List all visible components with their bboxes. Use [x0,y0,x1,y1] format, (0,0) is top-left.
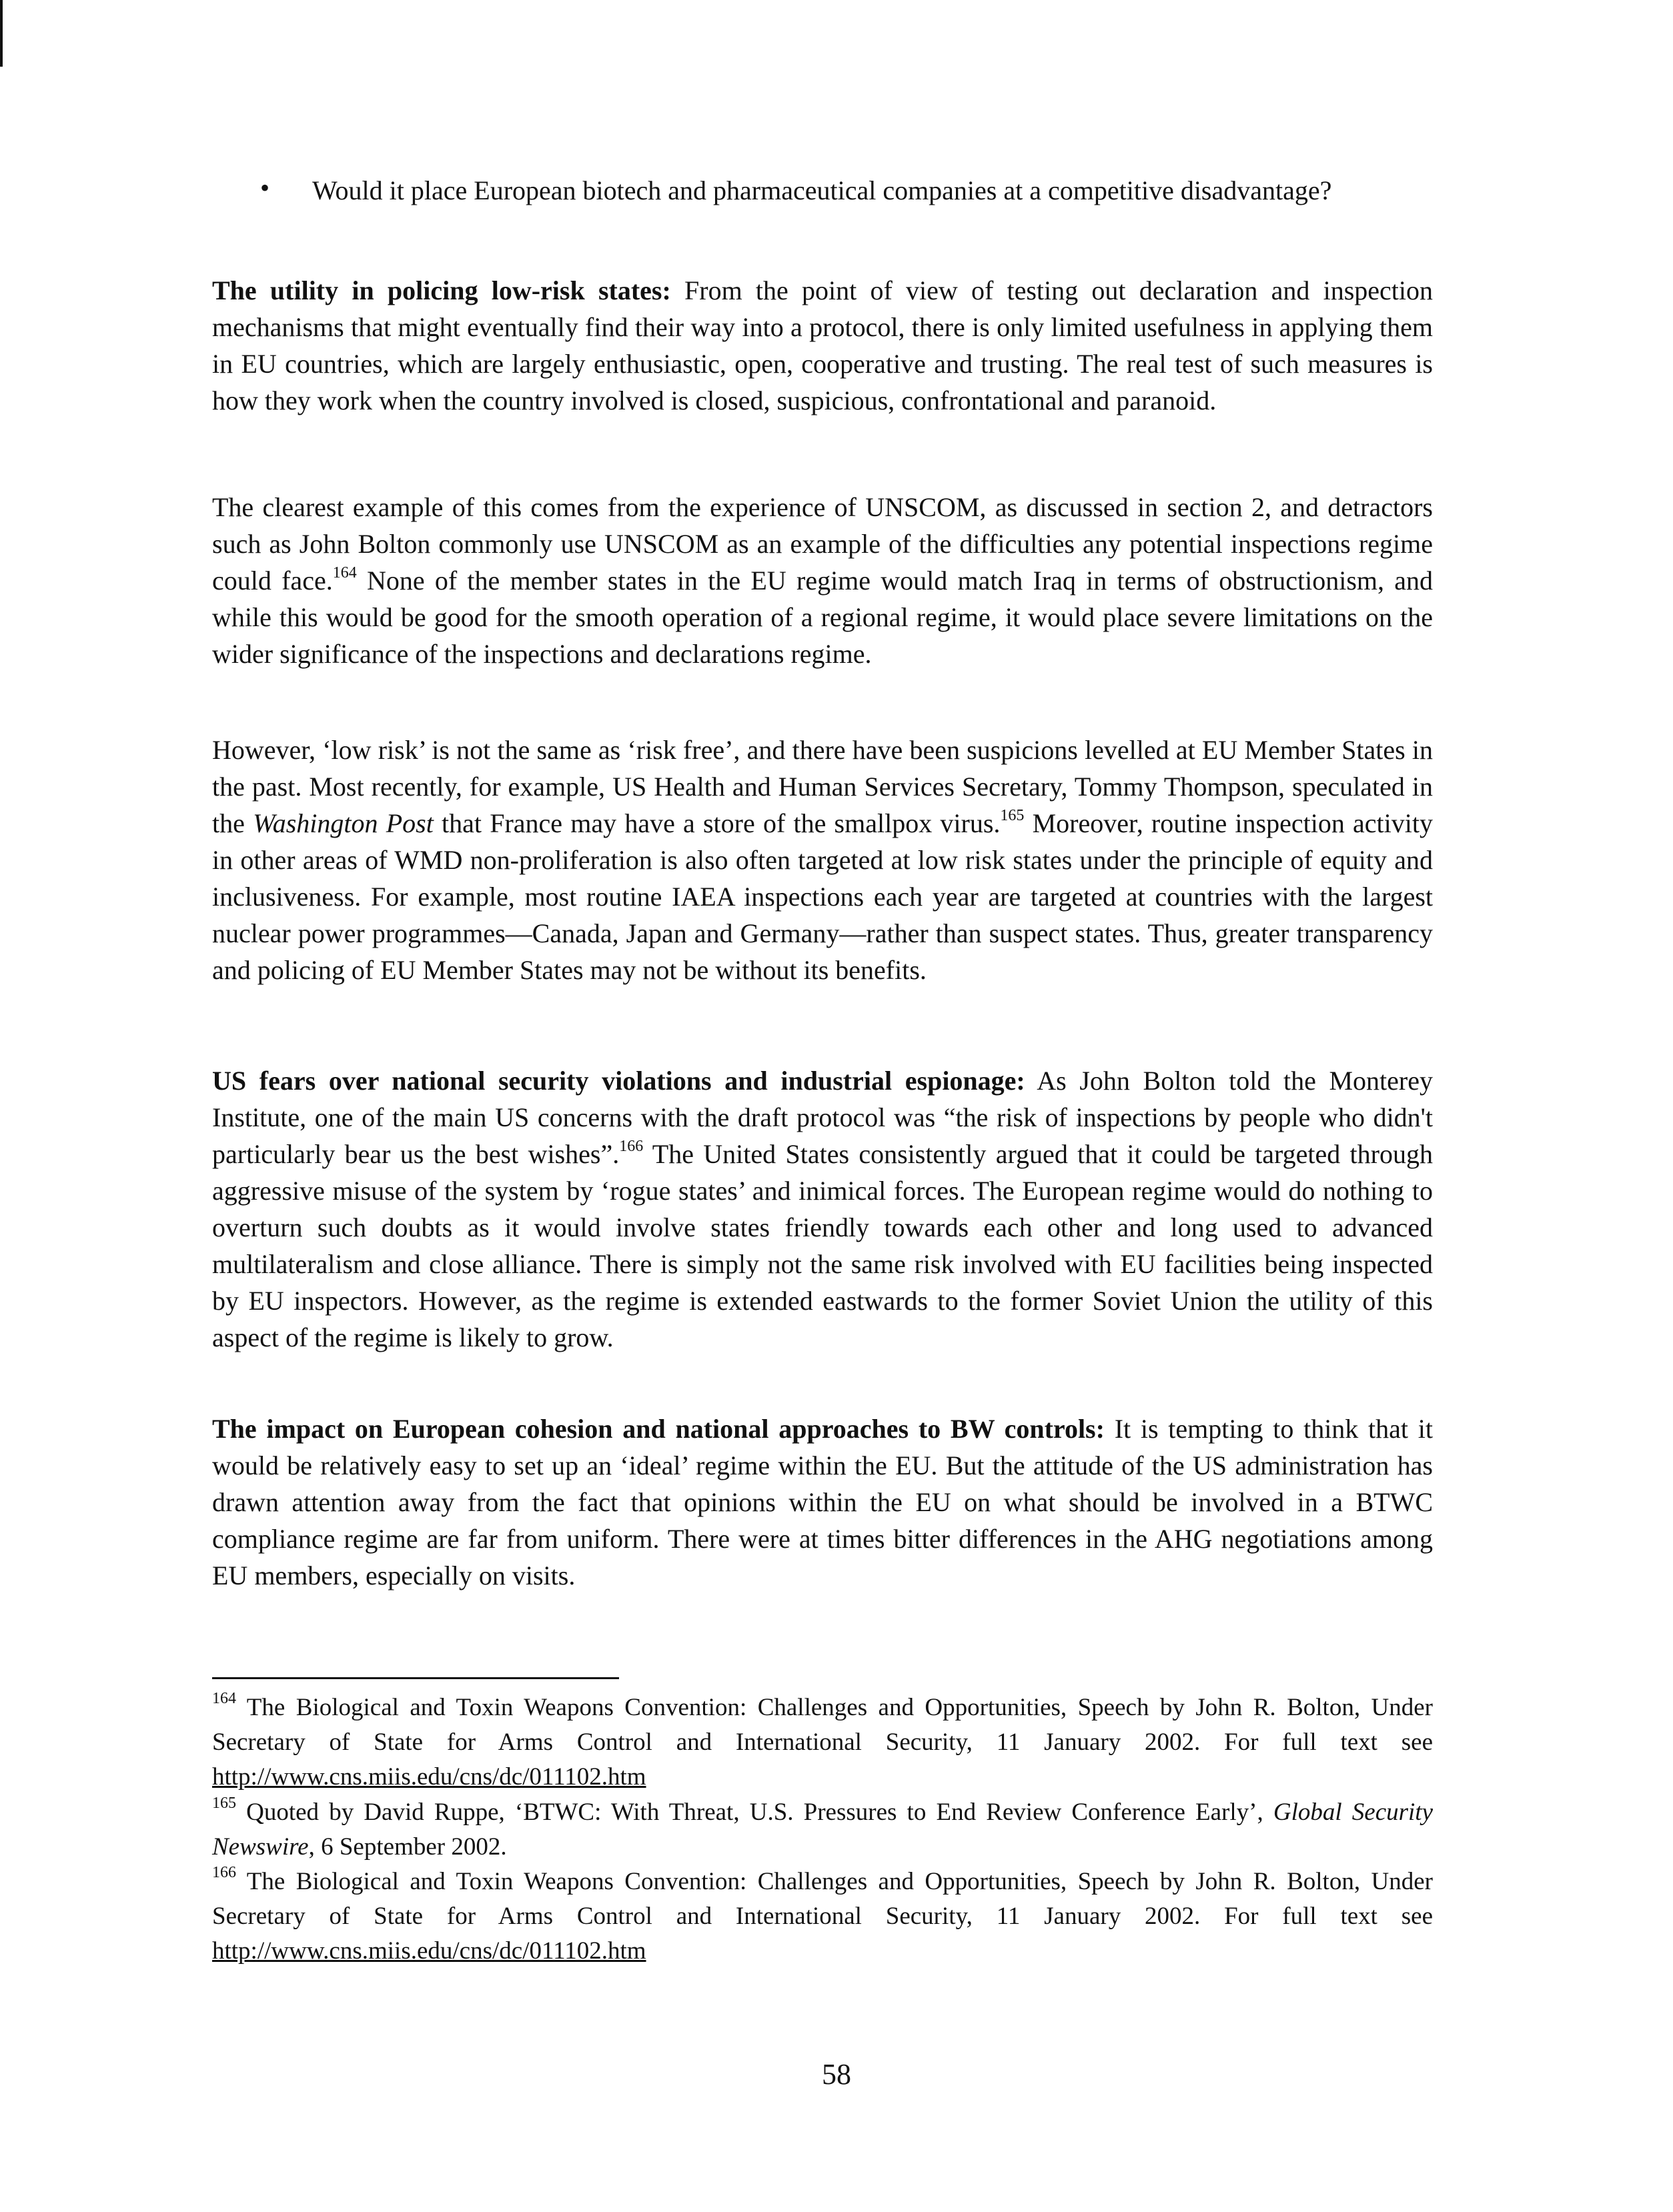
footnote-number: 164 [212,1690,236,1707]
paragraph-text: The clearest example of this comes from the experience of UNSCOM, as discussed in section 2, and detractors such as John Bolton commonly use UNSCOM as an example of the difficulties any potential inspections regime could face. [212,492,1433,596]
paragraph-text: None of the member states in the EU regime would match Iraq in terms of obstructionism, and while this would be good for the smooth operation of a regional regime, it would place severe limitations on the wider significance of the inspections and declarations regime. [212,566,1434,669]
footnote-166 [212,1865,1433,1969]
paragraph-text: that France may have a store of the smallpox virus. [433,808,1001,838]
footnote-text: The Biological and Toxin Weapons Convention: Challenges and Opportunities, Speech by John R. Bolton, Under Secretary of State for Arms Control and International Security, 11 January 2002. For full text see [212,1868,1433,1930]
paragraph-unscom [212,489,1433,672]
paragraph-heading: The impact on European cohesion and national approaches to BW controls: [212,1414,1105,1444]
publication-title: Washington Post [253,808,434,838]
scan-edge-mark [0,0,3,67]
footnote-number: 166 [212,1864,236,1881]
page-number: 58 [822,2058,851,2091]
footnote-link[interactable]: http://www.cns.miis.edu/cns/dc/011102.htm [212,1763,646,1791]
bullet-icon: • [260,173,270,203]
bullet-item: Would it place European biotech and pharmaceutical companies at a competitive disadvantage? [312,175,1332,205]
publication-title: Global Security Newswire [212,1799,1434,1861]
footnote-164 [212,1691,1433,1795]
footnote-ref: 166 [619,1138,644,1155]
paragraph-heading: The utility in policing low-risk states: [212,275,671,305]
footnote-number: 165 [212,1795,236,1812]
paragraph-text: The United States consistently argued that it could be targeted through aggressive misuse of the system by ‘rogue states’ and inimical forces. The European regime would do nothing to overturn such doubts as it would involve states friendly towards each other and long used to advanced multilateralism and close alliance. There is simply not the same risk involved with EU facilities being inspected by EU inspectors. However, as the regime is extended eastwards to the former Soviet Union the utility of this aspect of the regime is likely to grow. [212,1139,1433,1352]
paragraph-text: However, ‘low risk’ is not the same as ‘risk free’, and there have been suspicions levelled at EU Member States in the past. Most recently, for example, US Health and Human Services Secretary, Tommy Thompson, speculated in the [212,735,1433,838]
paragraph-low-risk [212,732,1433,988]
footnote-divider [212,1677,619,1679]
paragraph-european-cohesion [212,1410,1433,1594]
paragraph-text: As John Bolton told the Monterey Institute, one of the main US concerns with the draft protocol was “the risk of inspections by people who didn't particularly bear us the best wishes”. [212,1066,1433,1169]
paragraph-us-fears [212,1062,1433,1356]
paragraph-text: Moreover, routine inspection activity in other areas of WMD non-proliferation is also often targeted at low risk states under the principle of equity and inclusiveness. For example, most routine IAEA inspections each year are targeted at countries with the largest nuclear power programmes—Canada, Japan and Germany—rather than suspect states. Thus, greater transparency and policing of EU Member States may not be without its benefits. [212,808,1433,985]
paragraph-body: From the point of view of testing out declaration and inspection mechanisms that might eventually find their way into a protocol, there is only limited usefulness in applying them in EU countries, which are largely enthusiastic, open, cooperative and trusting. The real test of such measures is how they work when the country involved is closed, suspicious, confrontational and paranoid. [212,275,1433,415]
paragraph-heading: US fears over national security violations and industrial espionage: [212,1066,1025,1096]
paragraph-body: It is tempting to think that it would be relatively easy to set up an ‘ideal’ regime within the EU. But the attitude of the US administration has drawn attention away from the fact that opinions within the EU on what should be involved in a BTWC compliance regime are far from uniform. There were at times bitter differences in the AHG negotiations among EU members, especially on visits. [212,1414,1433,1590]
paragraph-low-risk-states [212,272,1433,419]
footnote-text: The Biological and Toxin Weapons Convention: Challenges and Opportunities, Speech by John R. Bolton, Under Secretary of State for Arms Control and International Security, 11 January 2002. For full text see [212,1694,1433,1756]
footnote-ref: 165 [1000,807,1025,824]
footnote-text: , 6 September 2002. [308,1833,507,1861]
footnote-link[interactable]: http://www.cns.miis.edu/cns/dc/011102.htm [212,1937,646,1965]
footnote-165 [212,1795,1433,1865]
footnote-text: Quoted by David Ruppe, ‘BTWC: With Threat, U.S. Pressures to End Review Conference Early’, [236,1799,1273,1826]
footnote-ref: 164 [332,564,357,582]
